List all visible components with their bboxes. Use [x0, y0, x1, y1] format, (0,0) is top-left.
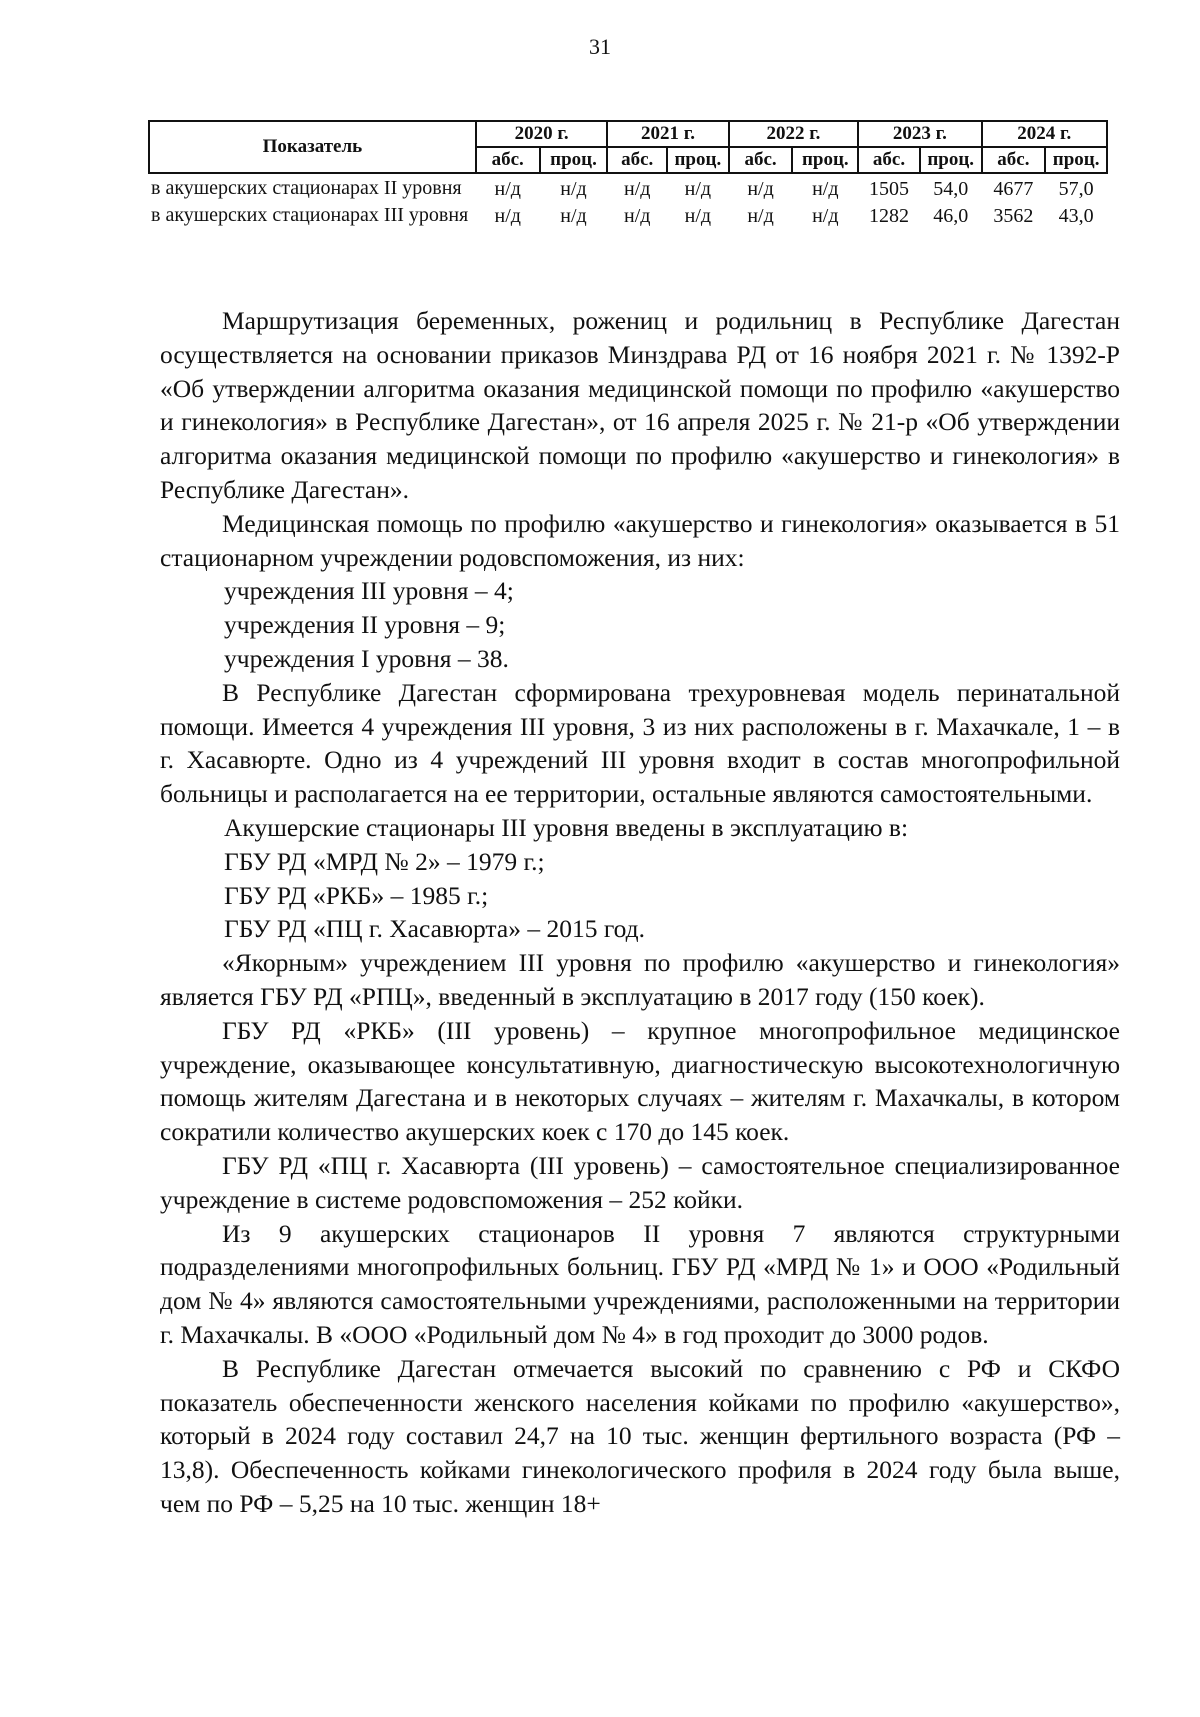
table-body — [149, 173, 1107, 228]
header-year: 2023 г. — [858, 121, 981, 147]
table-cell: 43,0 — [1058, 205, 1094, 227]
table-cell: 3562 — [993, 205, 1034, 227]
header-indicator: Показатель — [149, 121, 476, 173]
header-pct: проц. — [1045, 147, 1107, 173]
header-year: 2020 г. — [476, 121, 608, 147]
list-item: учреждения II уровня – 9; — [224, 610, 506, 640]
header-pct: проц. — [540, 147, 608, 173]
paragraph: Из 9 акушерских стационаров II уровня 7 являются структурными подразделениями многопрофильных больниц. ГБУ РД «МРД № 1» и ООО «Родильный дом № 4» являются самостоятельными учреждениями, расположенными на территории г. Махачкалы. В «ООО «Родильный дом № 4» в год проходит до 3000 родов. — [160, 1218, 1120, 1349]
header-abs: абс. — [858, 147, 920, 173]
table-header-row — [149, 121, 1107, 147]
table-cell: н/д — [747, 178, 774, 200]
document-body — [160, 304, 1120, 1521]
list-item: учреждения III уровня – 4; — [224, 576, 514, 606]
header-pct: проц. — [792, 147, 858, 173]
row-label: в акушерских стационарах III уровня — [151, 204, 469, 226]
header-abs: абс. — [476, 147, 540, 173]
paragraph: В Республике Дагестан отмечается высокий по сравнению с РФ и СКФО показатель обеспеченности женского населения койками по профилю «акушерство», который в 2024 году составил 24,7 на 10 тыс. женщин фертильного возраста (РФ – 13,8). Обеспеченность койками гинекологического профиля в 2024 году была выше, чем по РФ – 5,25 на 10 тыс. женщин 18+ — [160, 1353, 1120, 1518]
table-cell: 1505 — [869, 178, 910, 200]
header-year: 2021 г. — [607, 121, 728, 147]
header-year: 2022 г. — [729, 121, 859, 147]
table-row — [149, 201, 1107, 228]
page-number: 31 — [589, 34, 611, 59]
table-cell: 57,0 — [1058, 178, 1094, 200]
table-cell: н/д — [560, 205, 587, 227]
paragraph: ГБУ РД «РКБ» (III уровень) – крупное многопрофильное медицинское учреждение, оказывающее консультативную, диагностическую высокотехнологичную помощь жителям Дагестана и в некоторых случаях – жителям г. Махачкалы, в котором сократили количество акушерских коек с 170 до 145 коек. — [160, 1015, 1120, 1147]
table-cell: н/д — [747, 205, 774, 227]
paragraph: В Республике Дагестан сформирована трехуровневая модель перинатальной помощи. Имеется 4 учреждения III уровня, 3 из них расположены в г. Махачкале, 1 – в г. Хасавюрте. Одно из 4 учреждений III уровня входит в состав многопрофильной больницы и располагается на ее территории, остальные являются самостоятельными. — [160, 677, 1120, 809]
statistics-table — [148, 120, 1108, 228]
table-cell: 1282 — [869, 205, 910, 227]
paragraph: ГБУ РД «ПЦ г. Хасавюрта (III уровень) – самостоятельное специализированное учреждение в системе родовспоможения – 252 койки. — [160, 1150, 1120, 1214]
table-cell: 46,0 — [933, 205, 969, 227]
list-item: Акушерские стационары III уровня введены в эксплуатацию в: — [224, 812, 909, 842]
table-cell: н/д — [623, 178, 651, 200]
table-cell: н/д — [684, 178, 712, 200]
list-item: ГБУ РД «МРД № 2» – 1979 г.; — [224, 846, 545, 876]
header-pct: проц. — [667, 147, 729, 173]
header-abs: абс. — [982, 147, 1046, 173]
list-item: ГБУ РД «ПЦ г. Хасавюрта» – 2015 год. — [224, 914, 646, 944]
table-cell: н/д — [812, 178, 839, 200]
paragraph: «Якорным» учреждением III уровня по профилю «акушерство и гинекология» является ГБУ РД «РПЦ», введенный в эксплуатацию в 2017 году (150 коек). — [160, 948, 1120, 1011]
header-pct: проц. — [920, 147, 982, 173]
row-label: в акушерских стационарах II уровня — [151, 177, 462, 199]
table-cell: 4677 — [993, 178, 1034, 200]
table-cell: н/д — [494, 205, 521, 227]
list-item: учреждения I уровня – 38. — [224, 643, 509, 673]
list-item: ГБУ РД «РКБ» – 1985 г.; — [224, 880, 489, 910]
table-cell: н/д — [684, 205, 712, 227]
table-cell: н/д — [812, 205, 839, 227]
table-cell: 54,0 — [933, 178, 969, 200]
paragraph: Маршрутизация беременных, рожениц и родильниц в Республике Дагестан осуществляется на основании приказов Минздрава РД от 16 ноября 2021 г. № 1392-Р «Об утверждении алгоритма оказания медицинской помощи по профилю «акушерство и гинекология» в Республике Дагестан», от 16 апреля 2025 г. № 21-р «Об утверждении алгоритма оказания медицинской помощи по профилю «акушерство и гинекология» в Республике Дагестан». — [160, 306, 1120, 504]
header-abs: абс. — [607, 147, 667, 173]
table-cell: н/д — [560, 178, 587, 200]
table-row — [149, 173, 1107, 201]
header-year: 2024 г. — [982, 121, 1107, 147]
paragraph: Медицинская помощь по профилю «акушерство и гинекология» оказывается в 51 стационарном учреждении родовспоможения, из них: — [160, 508, 1120, 572]
table-cell: н/д — [494, 178, 521, 200]
table-cell: н/д — [623, 205, 651, 227]
header-abs: абс. — [729, 147, 793, 173]
